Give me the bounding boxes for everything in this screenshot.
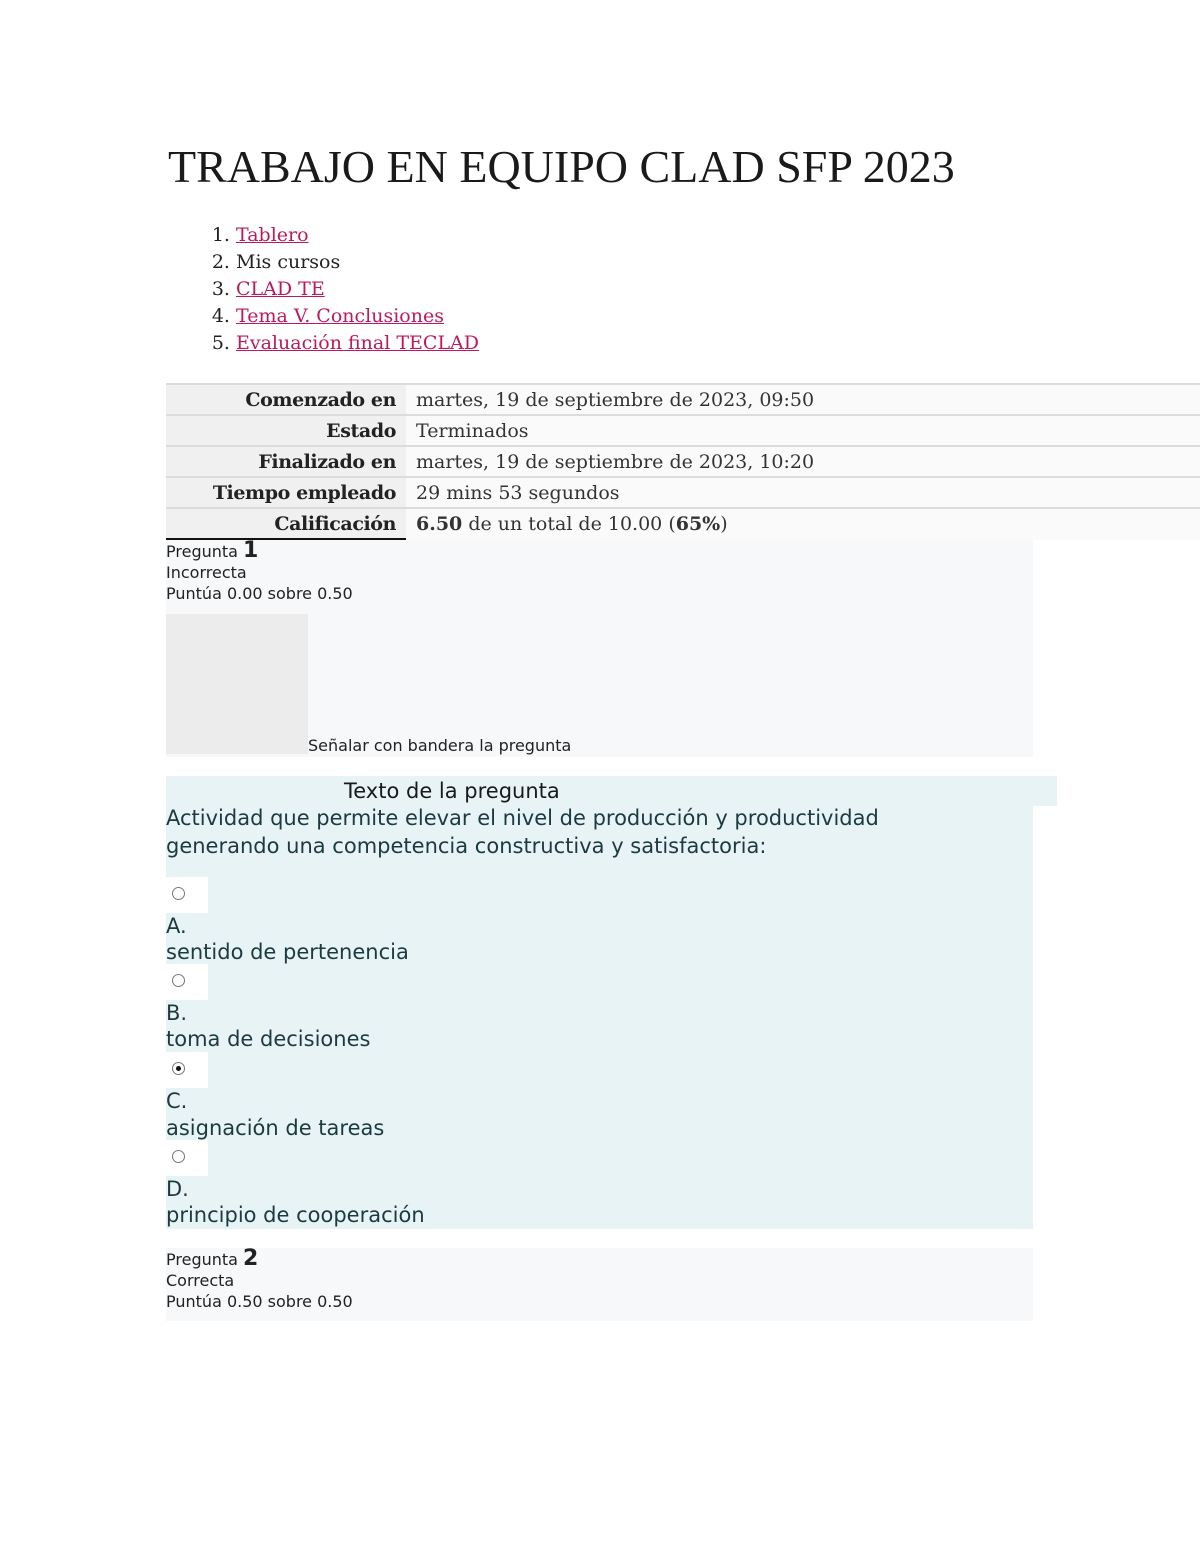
breadcrumb-item-tablero[interactable] [236, 222, 479, 249]
question-1-content [166, 776, 1033, 1229]
summary-value: Terminados [406, 415, 1200, 446]
question-2-status: Correcta [166, 1271, 235, 1290]
option-b-radio[interactable] [166, 964, 208, 1000]
flag-icon[interactable] [166, 614, 308, 754]
question-1-heading [166, 540, 1033, 562]
attempt-summary-table [166, 383, 1200, 541]
question-1-info [166, 540, 1033, 757]
option-a-radio[interactable] [166, 877, 208, 913]
question-text-label: Texto de la pregunta [344, 779, 560, 803]
option-c-letter: C. [166, 1089, 188, 1113]
option-d-letter: D. [166, 1177, 189, 1201]
option-d-text[interactable]: principio de cooperación [166, 1203, 425, 1227]
breadcrumb-link-clad-te[interactable]: CLAD TE [236, 278, 325, 300]
summary-label: Comenzado en [166, 384, 406, 415]
flag-question-link[interactable]: Señalar con bandera la pregunta [308, 736, 572, 755]
summary-label: Tiempo empleado [166, 477, 406, 508]
summary-label: Calificación [166, 508, 406, 540]
radio-unchecked-icon[interactable] [172, 1150, 185, 1163]
option-b-text[interactable]: toma de decisiones [166, 1027, 371, 1051]
radio-unchecked-icon[interactable] [172, 974, 185, 987]
breadcrumb-link-evaluacion[interactable]: Evaluación final TECLAD [236, 332, 480, 354]
question-text: Actividad que permite elevar el nivel de producción y productividad generando una competencia constructiva y satisfactoria: [166, 806, 879, 858]
question-2-heading [166, 1248, 1033, 1270]
question-prefix: Pregunta [166, 1250, 238, 1269]
summary-row-grade [166, 508, 1200, 540]
summary-row-finished [166, 446, 1200, 477]
radio-checked-icon[interactable] [172, 1062, 185, 1075]
summary-row-state [166, 415, 1200, 446]
summary-value: martes, 19 de septiembre de 2023, 10:20 [406, 446, 1200, 477]
question-prefix: Pregunta [166, 542, 238, 561]
breadcrumb-item-evaluacion[interactable] [236, 330, 479, 357]
option-c-radio[interactable] [166, 1052, 208, 1088]
question-1-status: Incorrecta [166, 563, 247, 582]
page-title: TRABAJO EN EQUIPO CLAD SFP 2023 [168, 141, 955, 192]
option-d-radio[interactable] [166, 1140, 208, 1176]
breadcrumb-item-mis-cursos [236, 249, 479, 276]
option-a-letter: A. [166, 914, 187, 938]
question-number: 2 [243, 1246, 259, 1271]
breadcrumb-text-mis-cursos: Mis cursos [236, 251, 341, 273]
option-b-letter: B. [166, 1001, 188, 1025]
summary-value: martes, 19 de septiembre de 2023, 09:50 [406, 384, 1200, 415]
question-1-points: Puntúa 0.00 sobre 0.50 [166, 584, 353, 603]
radio-unchecked-icon[interactable] [172, 887, 185, 900]
option-c-text[interactable]: asignación de tareas [166, 1116, 385, 1140]
breadcrumb-item-clad-te[interactable] [236, 276, 479, 303]
question-number: 1 [243, 538, 259, 563]
grade-percent: 65% [675, 513, 721, 536]
breadcrumb [196, 222, 479, 357]
summary-label: Estado [166, 415, 406, 446]
question-2-info [166, 1248, 1033, 1321]
summary-value-grade [406, 508, 1200, 540]
option-a-text[interactable]: sentido de pertenencia [166, 940, 409, 964]
breadcrumb-item-tema-v[interactable] [236, 303, 479, 330]
summary-row-started [166, 384, 1200, 415]
question-2-points: Puntúa 0.50 sobre 0.50 [166, 1292, 353, 1311]
breadcrumb-link-tema-v[interactable]: Tema V. Conclusiones [236, 305, 444, 327]
grade-mid: de un total de 10.00 ( [462, 513, 676, 536]
grade-end: ) [720, 513, 728, 536]
summary-row-time [166, 477, 1200, 508]
summary-value: 29 mins 53 segundos [406, 477, 1200, 508]
summary-label: Finalizado en [166, 446, 406, 477]
grade-score: 6.50 [416, 513, 463, 536]
breadcrumb-link-tablero[interactable]: Tablero [236, 224, 309, 246]
